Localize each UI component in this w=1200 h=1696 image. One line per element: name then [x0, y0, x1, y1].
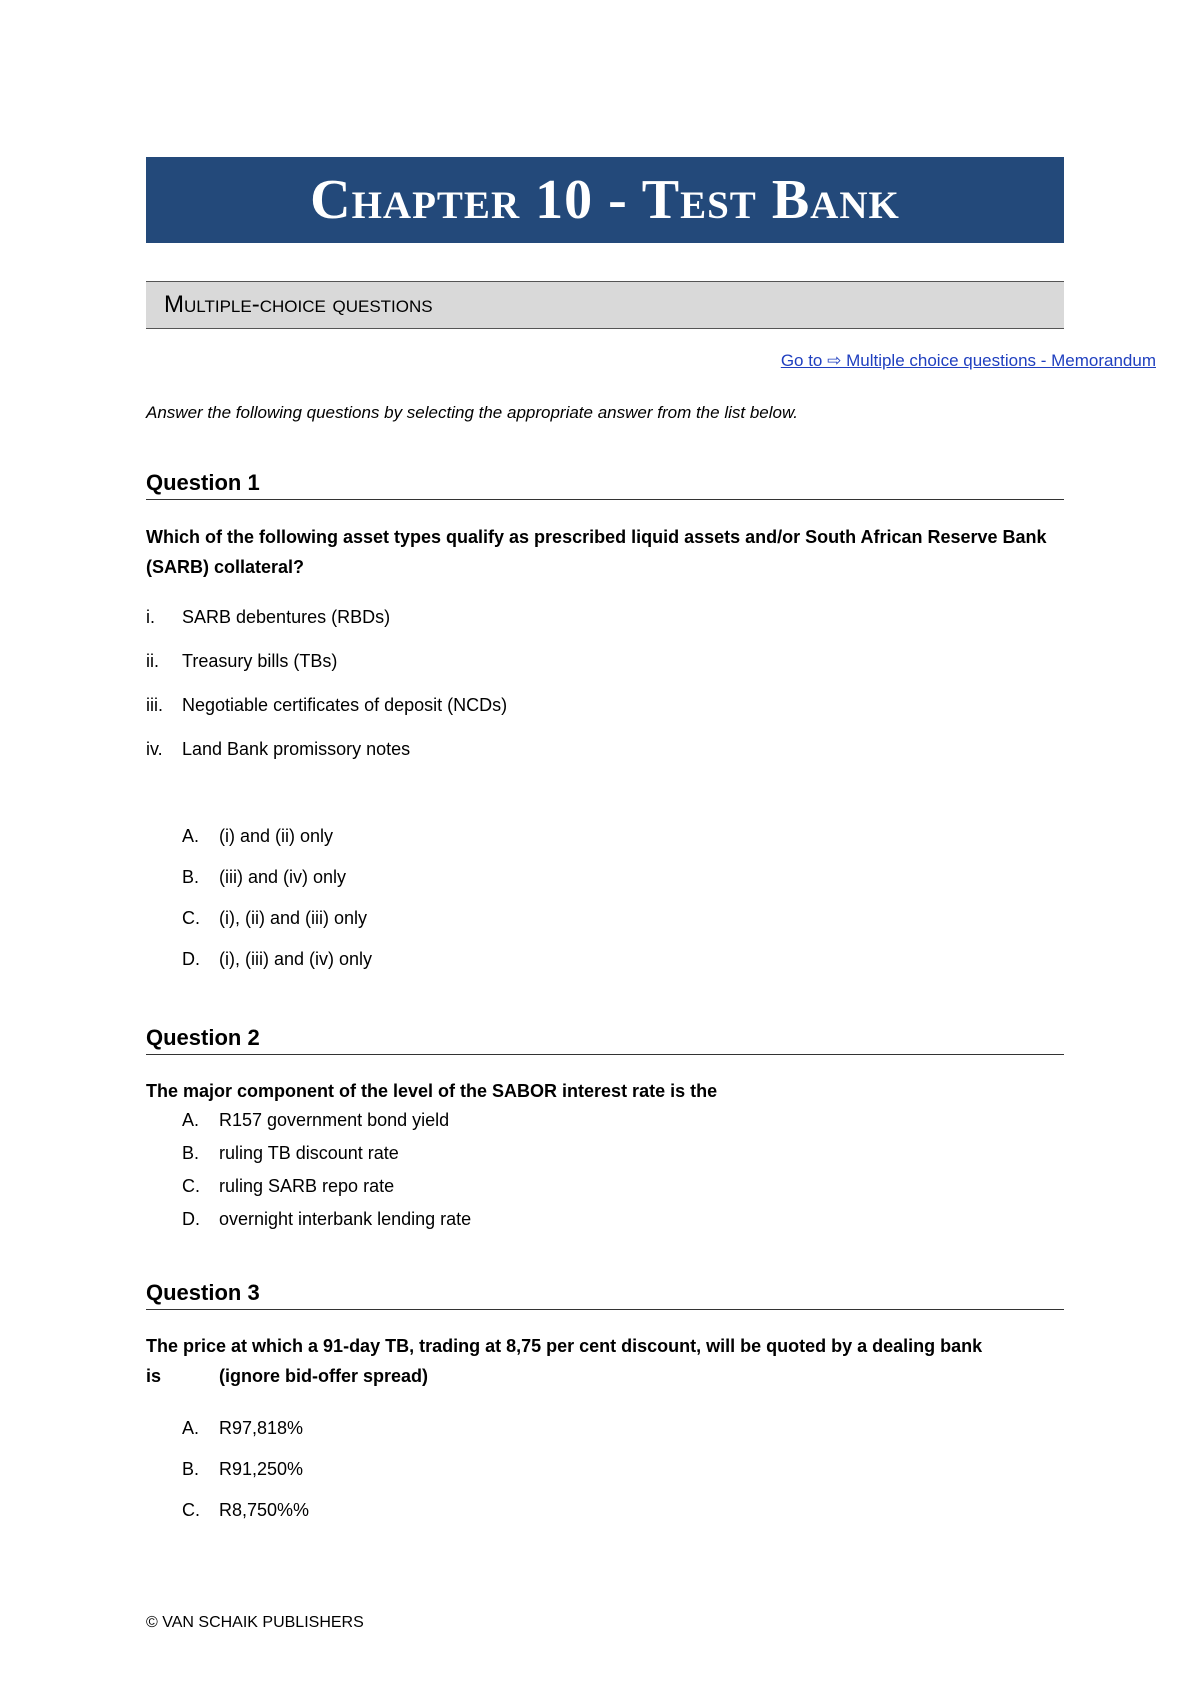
answer-option[interactable] [182, 1143, 399, 1164]
option-letter: C. [182, 1500, 200, 1520]
answer-option[interactable] [182, 1110, 449, 1131]
option-letter: B. [182, 1143, 200, 1163]
memorandum-link[interactable]: Go to ⇨ Multiple choice questions - Memorandum [780, 351, 1156, 370]
footer-copyright: © VAN SCHAIK PUBLISHERS [146, 1614, 364, 1631]
option-letter: A. [182, 826, 200, 846]
roman-numeral: ii. [146, 651, 159, 671]
option-text: (i), (ii) and (iii) only [219, 908, 368, 928]
section-heading-text: Multiple-choice questions [164, 291, 433, 318]
question-3-stem-is: is [146, 1366, 162, 1386]
roman-numeral: i. [146, 607, 155, 627]
question-3-stem-note: (ignore bid-offer spread) [219, 1366, 429, 1386]
question-1-heading: Question 1 [146, 470, 1064, 500]
roman-item [146, 739, 410, 760]
chapter-title: Chapter 10 - Test Bank [146, 157, 1064, 243]
roman-item [146, 695, 507, 716]
roman-text: Land Bank promissory notes [182, 739, 411, 759]
section-heading [146, 281, 1064, 329]
option-text: (i), (iii) and (iv) only [219, 949, 373, 969]
answer-option[interactable] [182, 1176, 394, 1197]
answer-option[interactable] [182, 826, 333, 847]
option-text: R157 government bond yield [219, 1110, 450, 1130]
question-3-stem [146, 1331, 1064, 1391]
option-text: R91,250% [219, 1459, 304, 1479]
question-3-stem-line2 [146, 1361, 1064, 1391]
roman-item [146, 607, 390, 628]
roman-text: Negotiable certificates of deposit (NCDs) [182, 695, 508, 715]
option-letter: A. [182, 1418, 200, 1438]
option-text: overnight interbank lending rate [219, 1209, 472, 1229]
answer-option[interactable] [182, 1500, 309, 1521]
option-letter: C. [182, 1176, 200, 1196]
option-text: ruling SARB repo rate [219, 1176, 395, 1196]
option-text: R97,818% [219, 1418, 304, 1438]
roman-numeral: iv. [146, 739, 163, 759]
question-2-stem: The major component of the level of the SABOR interest rate is the [146, 1081, 718, 1101]
answer-option[interactable] [182, 867, 346, 888]
roman-text: Treasury bills (TBs) [182, 651, 338, 671]
option-letter: B. [182, 867, 200, 887]
answer-option[interactable] [182, 908, 367, 929]
option-text: (i) and (ii) only [219, 826, 334, 846]
option-letter: B. [182, 1459, 200, 1479]
question-3-stem-line1: The price at which a 91-day TB, trading at 8,75 per cent discount, will be quoted by a dealing bank [146, 1336, 983, 1356]
option-text: R8,750%% [219, 1500, 310, 1520]
instructions: Answer the following questions by selecting the appropriate answer from the list below. [146, 403, 799, 422]
question-3-heading: Question 3 [146, 1280, 1064, 1310]
answer-option[interactable] [182, 1418, 303, 1439]
option-letter: C. [182, 908, 200, 928]
option-text: (iii) and (iv) only [219, 867, 347, 887]
roman-text: SARB debentures (RBDs) [182, 607, 391, 627]
roman-numeral: iii. [146, 695, 163, 715]
option-letter: D. [182, 1209, 200, 1229]
roman-item [146, 651, 337, 672]
question-2-heading: Question 2 [146, 1025, 1064, 1055]
answer-option[interactable] [182, 1459, 303, 1480]
option-letter: A. [182, 1110, 200, 1130]
question-1-stem: Which of the following asset types qualify as prescribed liquid assets and/or South African Reserve Bank (SARB) collateral? [146, 527, 1047, 577]
answer-option[interactable] [182, 1209, 471, 1230]
answer-option[interactable] [182, 949, 372, 970]
option-text: ruling TB discount rate [219, 1143, 399, 1163]
option-letter: D. [182, 949, 200, 969]
